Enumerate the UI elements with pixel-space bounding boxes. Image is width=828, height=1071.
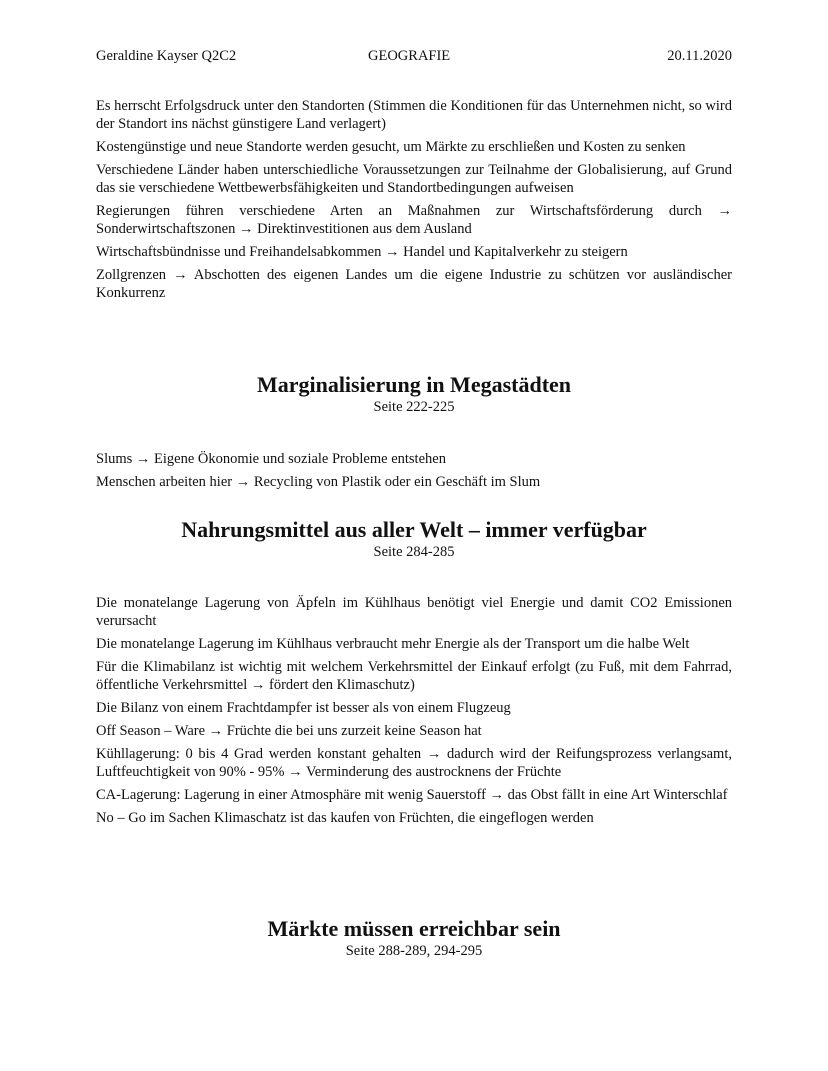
intro-notes xyxy=(96,97,732,307)
note-paragraph: Die monatelange Lagerung im Kühlhaus verbraucht mehr Energie als der Transport um die halbe Welt xyxy=(96,636,690,652)
note-paragraph: Kostengünstige und neue Standorte werden gesucht, um Märkte zu erschließen und Kosten zu senken xyxy=(96,139,686,155)
note-paragraph: No – Go im Sachen Klimaschatz ist das kaufen von Früchten, die eingeflogen werden xyxy=(96,810,594,826)
section-heading-marginalisierung xyxy=(96,372,732,416)
section-notes-nahrungsmittel xyxy=(96,594,732,832)
section-heading-nahrungsmittel xyxy=(96,517,732,561)
header-author: Geraldine Kayser Q2C2 xyxy=(96,48,237,64)
note-paragraph: Regierungen führen verschiedene Arten an Maßnahmen zur Wirtschaftsförderung durch → Sonderwirtschaftszonen → Direktinvestitionen aus dem Ausland xyxy=(96,203,732,237)
header-subject: GEOGRAFIE xyxy=(368,48,451,64)
section-title: Nahrungsmittel aus aller Welt – immer verfügbar xyxy=(181,517,647,542)
section-heading-maerkte xyxy=(96,916,732,960)
note-paragraph: Zollgrenzen → Abschotten des eigenen Landes um die eigene Industrie zu schützen vor ausländischer Konkurrenz xyxy=(96,267,732,301)
note-paragraph: Menschen arbeiten hier → Recycling von Plastik oder ein Geschäft im Slum xyxy=(96,474,541,490)
note-paragraph: Wirtschaftsbündnisse und Freihandelsabkommen → Handel und Kapitalverkehr zu steigern xyxy=(96,244,628,260)
header-date: 20.11.2020 xyxy=(667,48,732,64)
section-pages: Seite 222-225 xyxy=(373,399,455,415)
note-paragraph: Slums → Eigene Ökonomie und soziale Probleme entstehen xyxy=(96,451,446,467)
note-paragraph: Off Season – Ware → Früchte die bei uns zurzeit keine Season hat xyxy=(96,723,482,739)
note-paragraph: CA-Lagerung: Lagerung in einer Atmosphäre mit wenig Sauerstoff → das Obst fällt in eine Art Winterschlaf xyxy=(96,787,728,803)
note-paragraph: Kühllagerung: 0 bis 4 Grad werden konstant gehalten → dadurch wird der Reifungsprozess verlangsamt, Luftfeuchtigkeit von 90% - 95% → Verminderung des austrocknens der Früchte xyxy=(96,746,732,780)
section-title: Marginalisierung in Megastädten xyxy=(256,372,572,397)
note-paragraph: Es herrscht Erfolgsdruck unter den Standorten (Stimmen die Konditionen für das Unternehmen nicht, so wird der Standort ins nächst günstigere Land verlagert) xyxy=(96,98,732,132)
note-paragraph: Die Bilanz von einem Frachtdampfer ist besser als von einem Flugzeug xyxy=(96,700,511,716)
section-pages: Seite 288-289, 294-295 xyxy=(345,943,483,959)
note-paragraph: Verschiedene Länder haben unterschiedliche Voraussetzungen zur Teilnahme der Globalisierung, auf Grund das sie verschiedene Wettbewerbsfähigkeiten und Standortbedingungen aufweisen xyxy=(96,162,732,196)
page-header xyxy=(96,48,732,68)
note-paragraph: Die monatelange Lagerung von Äpfeln im Kühlhaus benötigt viel Energie und damit CO2 Emissionen verursacht xyxy=(96,595,732,629)
section-pages: Seite 284-285 xyxy=(373,544,455,560)
section-title: Märkte müssen erreichbar sein xyxy=(267,916,561,941)
note-paragraph: Für die Klimabilanz ist wichtig mit welchem Verkehrsmittel der Einkauf erfolgt (zu Fuß, mit dem Fahrrad, öffentliche Verkehrsmittel → fördert den Klimaschutz) xyxy=(96,659,732,693)
section-notes-marginalisierung xyxy=(96,450,732,496)
